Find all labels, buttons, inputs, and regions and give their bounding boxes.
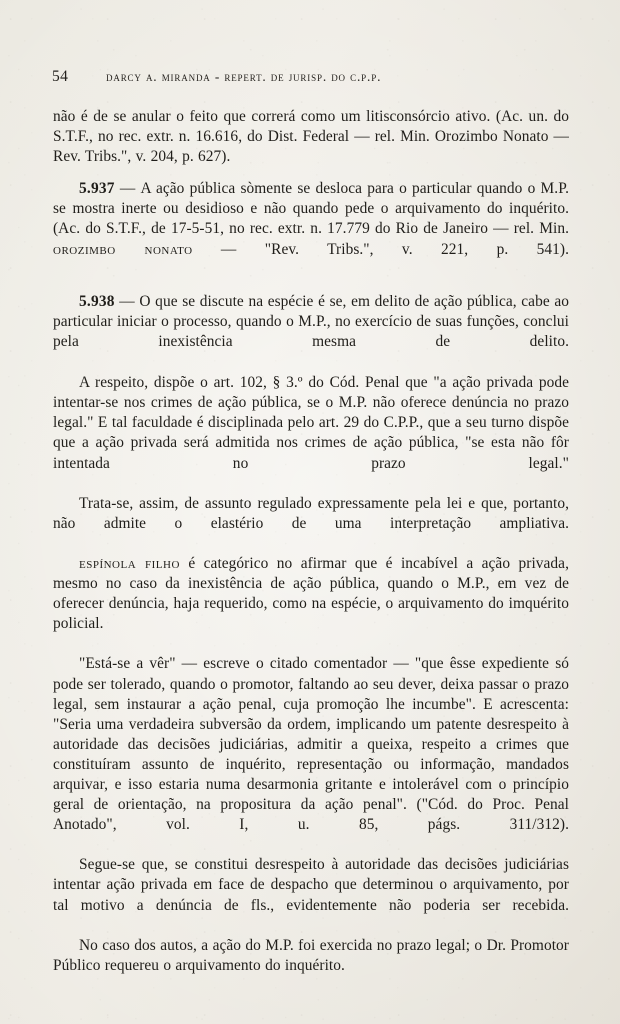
paragraph-art-102: A respeito, dispõe o art. 102, § 3.º do Cód. Penal que "a ação privada pode intentar-se nos crimes de ação pública, se o M.P. não oferece denúncia no prazo legal." E tal faculdade é disciplinada pelo art. 29 do C.P.P., que a seu turno dispõe que a ação privada será admitida nos crimes de ação pública, "se esta não fôr intentada no prazo legal." (53, 374, 569, 472)
entry-number-5938: 5.938 (79, 292, 115, 310)
paragraph-espinola-filho-text: é categórico no afirmar que é incabível a ação privada, mesmo no caso da inexistência de ação pública, quando o M.P., em vez de oferecer denúncia, haja requerido, como na espécie, o arquivamento do imquérito policial. (53, 554, 569, 633)
entry-5938-dash: — (119, 292, 135, 310)
paragraph-espinola-filho (53, 554, 569, 654)
running-head (52, 68, 568, 88)
entry-5937 (53, 179, 569, 279)
page-folio-number: 54 (52, 68, 69, 85)
entry-5938-text: O que se discute na espécie é se, em delito de ação pública, cabe ao particular iniciar o processo, quando o M.P., no exercício de suas funções, conclui pela inexistência mesma de delito. (53, 292, 569, 350)
entry-5937-citation-tail: — "Rev. Tribs.", v. 221, p. 541). (192, 240, 569, 258)
running-head-title: darcy a. miranda - repert. de jurisp. do c.p.p. (106, 69, 382, 84)
entry-5938 (53, 292, 569, 372)
entry-5937-cited-judge: orozimbo nonato (53, 240, 193, 258)
entry-5937-dash: — (119, 180, 136, 198)
paragraph-segue-se: Segue-se que, se constitui desrespeito à autoridade das decisões judiciárias intentar ação privada em face de despacho que determinou o arquivamento, por tal motivo a denúncia de fls., evidentemente não poderia ser recebida. (53, 856, 569, 914)
paragraph-quotation: "Está-se a vêr" — escreve o citado comentador — "que êsse expediente só pode ser tolerado, quando o promotor, faltando ao seu dever, deixa passar o prazo legal, sem instaurar a ação penal, cuja promoção lhe incumbe". E acrescenta: "Seria uma verdadeira subversão da ordem, implicando um patente desrespeito à autoridade das decisões judiciárias, admitir a queixa, respeito a crimes que constituíram assunto de inquérito, representação ou informação, mandados arquivar, e isso estaria numa desarmonia gritante e intolerável com o princípio geral de orientação, na propositura da ação penal". ("Cód. do Proc. Penal Anotado", vol. I, u. 85, págs. 311/312). (53, 655, 569, 834)
paragraph-no-caso-dos-autos: No caso dos autos, a ação do M.P. foi exercida no prazo legal; o Dr. Promotor Público requereu o arquivamento do inquérito. (53, 936, 569, 974)
entry-number-5937: 5.937 (79, 180, 115, 198)
cited-author-espinola-filho: espínola filho (79, 554, 180, 572)
entry-5937-text: A ação pública sòmente se desloca para o particular quando o M.P. se mostra inerte ou desidioso e não quando pede o arquivamento do inquérito. (Ac. do S.T.F., de 17-5-51, no rec. extr. n. 17.779 do Rio de Janeiro — rel. Min. (53, 180, 570, 238)
paragraph-continuation: não é de se anular o feito que correrá como um litisconsórcio ativo. (Ac. un. do S.T.F., no rec. extr. n. 16.616, do Dist. Federal — rel. Min. Orozimbo Nonato — Rev. Tribs.", v. 204, p. 627). (53, 108, 569, 166)
paragraph-trata-se: Trata-se, assim, de assunto regulado expressamente pela lei e que, portanto, não admite o elastério de uma interpretação ampliativa. (53, 494, 569, 532)
page-body-text (53, 107, 569, 976)
